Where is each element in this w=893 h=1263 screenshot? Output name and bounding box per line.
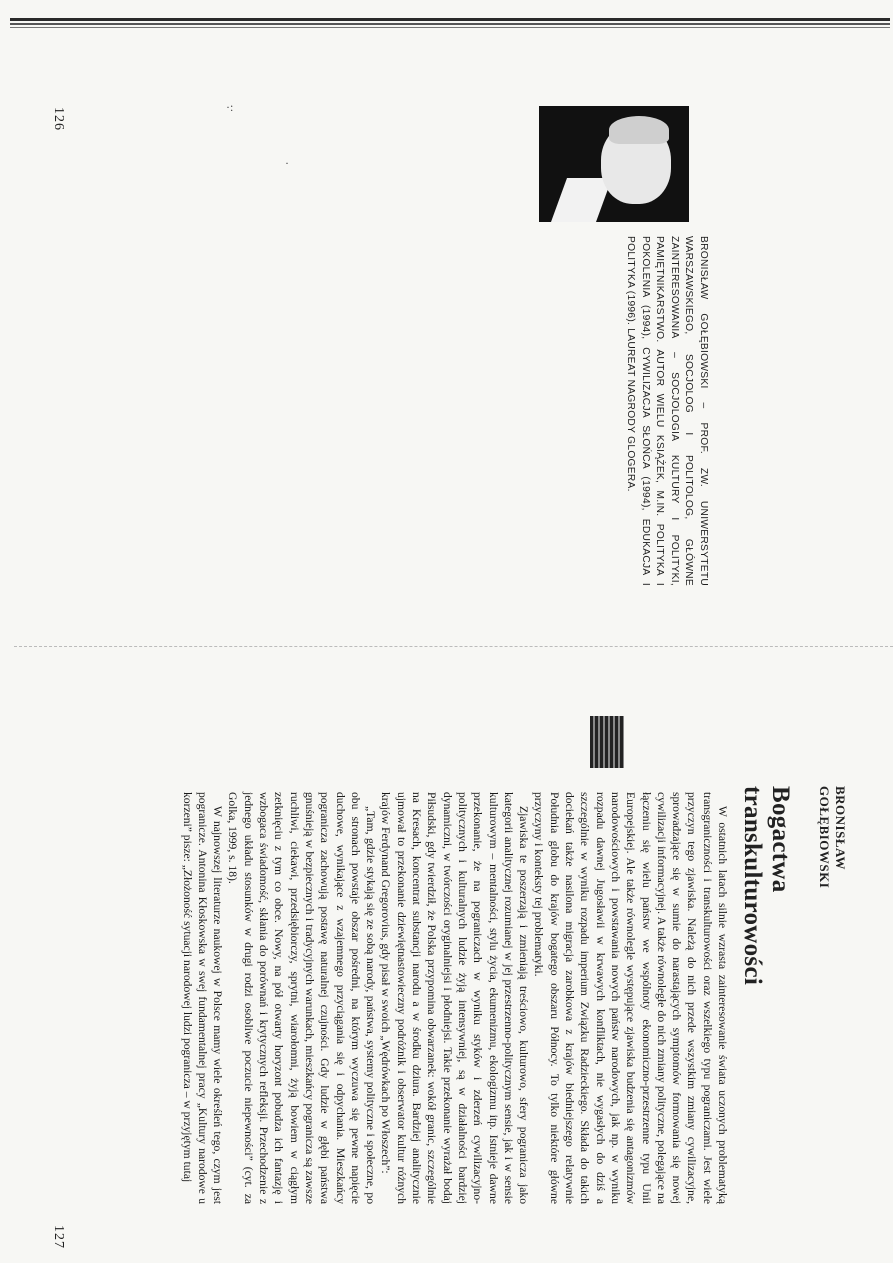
scan-speck: · — [285, 156, 289, 170]
scan-speck: ·: — [226, 100, 234, 114]
article-paragraph: W najnowszej literaturze naukowej w Polsce mamy wiele określeń tego, czym jest pogranicze. Antonina Kłoskowska w swej fundamentalnej pracy „Kultury narodowe u korzeni” pisze: „Złożoność sytuacji narodowej ludzi pogranicza – w przyjętym tutaj — [180, 792, 225, 1204]
page-number-right: 127 — [51, 1225, 66, 1249]
author-bio: BRONISŁAW GOŁĘBIOWSKI – PROF. ZW. UNIWERSYTETU WARSZAWSKIEGO, SOCJOLOG I POLITOLOG, GŁÓWNE ZAINTERESOWANIA – SOCJOLOGIA KULTURY I POLITYKI, PAMIĘTNIKARSTWO. AUTOR WIELU KSIĄŻEK, M.IN. POLITYKA I POKOLENIA (1994), CYWILIZACJA SŁOŃCA (1994), EDUKACJA I POLITYKA (1996). LAUREAT NAGRODY GLOGERA. — [625, 236, 709, 586]
illustration-thumbnail — [590, 716, 624, 768]
article-paragraph: Zjawiska te poszerzają i zmieniają treściowo, kulturowo, sfery pogranicza jako kategorii analitycznej rozumianej w jej przestrzenno-politycznym sensie, jak i w sensie kulturowym – mentalności, stylu życia, ekumenizmu, ekologizmu itp. Istnieje dawne przekonanie, że na pograniczach w wyniku styków i zderzeń cywilizacyjno-politycznych i kulturalnych ludzie żyją intensywniej, są w działalności bardziej dynamiczni, w twórczości oryginalniejsi i płodniejsi. Takie przekonanie wyrażał bodaj Piłsudski, gdy twierdził, że Polska przypomina obwarzanek: wokół granic, szczególnie na Kresach, koncentrat substancji narodu a w środku dziura. Bardziej analitycznie ujmował to przekonanie dziewiętnastowieczny podróżnik i obserwator kultur różnych krajów Ferdynand Gregorovius, gdy pisał w swoich „Wędrówkach po Włoszech”: — [379, 792, 531, 1204]
article-paragraph: „Tam, gdzie stykają się ze sobą narody, państwa, systemy polityczne i społeczne, po obu stronach powstaje obszar pośredni, na którym wyczuwa się pewne napięcie duchowe, wynikające z wzajemnego przyciągania się i odpychania. Mieszkańcy pogranicza zachowują postawę naturalnej czujności. Gdy ludzie w głębi państwa gnuśnieją w bezpiecznych i tradycyjnych warunkach, mieszkańcy pogranicza są zawsze ruchliwi, ciekawi, przedsiębiorczy, sprytni, wiarołomni, żyją bowiem w ciągłym zetknięciu z tym co obce. Nowy, na pół otwarty horyzont pobudza ich fantazję i wzbogaca świadomość, skłania do porównań i krytycznych refleksji. Przechodzenie z jednego układu stosunków w drugi rodzi osobliwe poczucie niepewności” (cyt. za Golka, 1999, s. 18). — [226, 792, 378, 1204]
top-rule — [10, 18, 890, 34]
author-portrait — [539, 106, 689, 222]
article-paragraph: W ostatnich latach silnie wzrasta zainteresowanie świata uczonych problematyką transgraniczności i transkulturowości oraz wszelkiego typu pograniczami. Jest wiele przyczyn tego zjawiska. Należą do nich przede wszystkim zmiany cywilizacyjne, sprowadzające się w sumie do narastających symptomów formowania się nowej cywilizacji informacyjnej. A także równoległe do nich zmiany polityczne, polegające na łączeniu się wielu państw we wspólnoty ekonomiczno-przestrzenne typu Unii Europejskiej. Ale także równolegle występujące zjawiska budzenia się antagonizmów narodowościowych i powstawania nowych państw narodowych, jak np. w wyniku rozpadu dawnej Jugosławii w krwawych konfliktach, nie wygasłych do dziś a szczególnie w wyniku rozpadu imperium Związku Radzieckiego. Składa do takich dociekań także nasilona migracja zarobkowa z krajów biedniejszego relatywnie Południa globu do krajów bogatego obszaru Północy. To tylko niektóre główne przyczyny i konteksty tej problematyki. — [532, 792, 729, 1204]
article-body — [179, 792, 730, 1204]
article-author: BRONISŁAW GOŁĘBIOWSKI — [817, 786, 848, 889]
page-number-left: 126 — [51, 107, 66, 131]
page-fold — [14, 646, 893, 647]
article-title: Bogactwa transkulturowości — [739, 786, 794, 986]
